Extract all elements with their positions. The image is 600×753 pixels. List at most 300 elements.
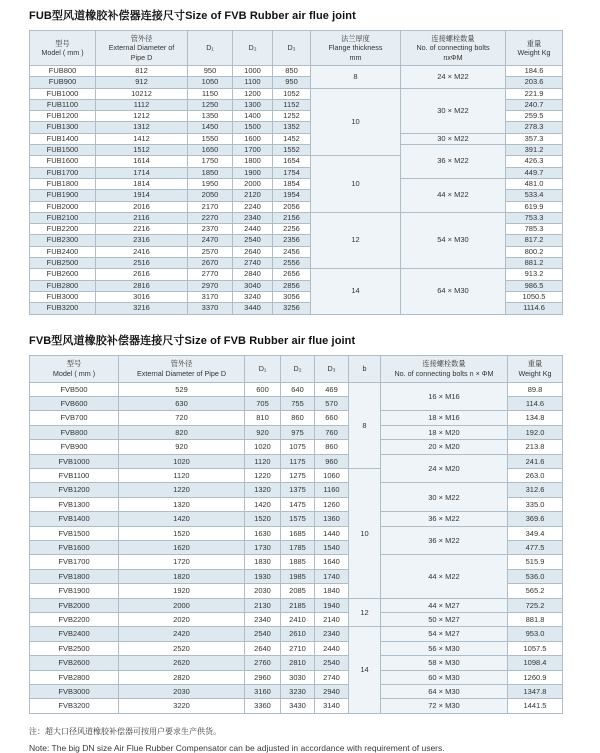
weight-cell: 1114.6	[506, 303, 563, 314]
d1-column-header: D₁	[245, 355, 281, 382]
model-cell: FUB2500	[30, 258, 96, 269]
d2-cell: 860	[281, 411, 315, 425]
weight-cell: 426.3	[506, 156, 563, 167]
model-cell: FUB800	[30, 66, 96, 77]
d2-cell: 3240	[233, 291, 273, 302]
bolts-cell: 20 × M20	[381, 440, 508, 454]
ext-cell: 2216	[96, 224, 188, 235]
d2-cell: 1800	[233, 156, 273, 167]
d2-cell: 2540	[233, 235, 273, 246]
model-cell: FUB1200	[30, 111, 96, 122]
model-cell: FUB1600	[30, 156, 96, 167]
table-row	[30, 685, 563, 699]
ext-cell: 2616	[96, 269, 188, 280]
weight-cell: 213.8	[508, 440, 563, 454]
ext-cell: 1914	[96, 190, 188, 201]
d2-column-header: D₂	[233, 31, 273, 66]
ext-cell: 1820	[119, 569, 245, 583]
d1-cell: 1220	[245, 468, 281, 482]
ext-cell: 1412	[96, 133, 188, 144]
d3-cell: 1060	[315, 468, 349, 482]
fub-table-title: FUB型风道橡胶补偿器连接尺寸Size of FVB Rubber air flue joint	[29, 10, 356, 22]
table-row	[30, 555, 563, 569]
weight-cell: 349.4	[508, 526, 563, 540]
b-cell: 14	[349, 627, 381, 713]
ext-cell: 3216	[96, 303, 188, 314]
d2-cell: 2000	[233, 178, 273, 189]
d2-cell: 3230	[281, 685, 315, 699]
model-cell: FVB1700	[30, 555, 119, 569]
b-cell: 8	[349, 382, 381, 468]
d3-cell: 860	[315, 440, 349, 454]
table-row	[30, 483, 563, 497]
d1-cell: 1930	[245, 569, 281, 583]
weight-cell: 1347.8	[508, 685, 563, 699]
model-cell: FVB1400	[30, 512, 119, 526]
d3-cell: 2440	[315, 641, 349, 655]
d3-cell: 2940	[315, 685, 349, 699]
table-row	[30, 454, 563, 468]
header-row	[30, 355, 563, 382]
weight-cell: 881.8	[508, 613, 563, 627]
d3-cell: 1152	[273, 99, 311, 110]
d2-cell: 3030	[281, 670, 315, 684]
ext-cell: 1520	[119, 526, 245, 540]
weight-cell: 369.6	[508, 512, 563, 526]
d3-cell: 1740	[315, 569, 349, 583]
weight-cell: 240.7	[506, 99, 563, 110]
d1-cell: 2540	[245, 627, 281, 641]
d3-cell: 1052	[273, 88, 311, 99]
ext-cell: 1714	[96, 167, 188, 178]
bolts-cell: 54 × M27	[381, 627, 508, 641]
weight-cell: 1260.9	[508, 670, 563, 684]
model-cell: FUB1700	[30, 167, 96, 178]
bolts-cell: 50 × M27	[381, 613, 508, 627]
d3-cell: 2340	[315, 627, 349, 641]
d3-cell: 760	[315, 425, 349, 439]
d2-cell: 2640	[233, 246, 273, 257]
ext-cell: 920	[119, 440, 245, 454]
flange-thickness-cell: 12	[311, 212, 401, 268]
d1-cell: 2960	[245, 670, 281, 684]
d2-cell: 2410	[281, 613, 315, 627]
model-cell: FUB1800	[30, 178, 96, 189]
weight-cell: 241.6	[508, 454, 563, 468]
weight-cell: 785.3	[506, 224, 563, 235]
d2-cell: 1700	[233, 145, 273, 156]
d3-cell: 960	[315, 454, 349, 468]
d1-cell: 1420	[245, 497, 281, 511]
model-cell: FUB3200	[30, 303, 96, 314]
weight-cell: 259.5	[506, 111, 563, 122]
d2-column-header: D₂	[281, 355, 315, 382]
d3-cell: 1352	[273, 122, 311, 133]
model-cell: FVB1500	[30, 526, 119, 540]
b-cell: 10	[349, 468, 381, 598]
d1-cell: 1020	[245, 440, 281, 454]
d1-cell: 3370	[188, 303, 233, 314]
d1-cell: 1250	[188, 99, 233, 110]
model-cell: FUB900	[30, 77, 96, 88]
d1-cell: 1730	[245, 541, 281, 555]
d3-cell: 1540	[315, 541, 349, 555]
ext-cell: 1814	[96, 178, 188, 189]
bolts-cell: 24 × M22	[401, 66, 506, 89]
b-column-header: b	[349, 355, 381, 382]
model-cell: FUB1400	[30, 133, 96, 144]
model-cell: FVB1200	[30, 483, 119, 497]
d2-cell: 2085	[281, 584, 315, 598]
ext-cell: 1120	[119, 468, 245, 482]
d2-cell: 1785	[281, 541, 315, 555]
d3-cell: 1252	[273, 111, 311, 122]
d1-cell: 1950	[188, 178, 233, 189]
model-cell: FUB2100	[30, 212, 96, 223]
d3-column-header: D₃	[273, 31, 311, 66]
d1-cell: 920	[245, 425, 281, 439]
model-cell: FVB1800	[30, 569, 119, 583]
d1-cell: 2970	[188, 280, 233, 291]
ext-cell: 1420	[119, 512, 245, 526]
d3-cell: 660	[315, 411, 349, 425]
model-cell: FUB2200	[30, 224, 96, 235]
d2-cell: 3430	[281, 699, 315, 713]
model-cell: FUB2600	[30, 269, 96, 280]
bolts-cell: 44 × M27	[381, 598, 508, 612]
d1-cell: 2670	[188, 258, 233, 269]
table-row	[30, 145, 563, 156]
table-row	[30, 88, 563, 99]
d3-cell: 1854	[273, 178, 311, 189]
table-row	[30, 613, 563, 627]
model-cell: FVB1900	[30, 584, 119, 598]
d1-cell: 1450	[188, 122, 233, 133]
d1-cell: 2770	[188, 269, 233, 280]
table-row	[30, 440, 563, 454]
model-cell: FVB700	[30, 411, 119, 425]
weight-cell: 449.7	[506, 167, 563, 178]
weight-cell: 184.6	[506, 66, 563, 77]
d3-cell: 2356	[273, 235, 311, 246]
model-cell: FUB2000	[30, 201, 96, 212]
flange-thickness-cell: 14	[311, 269, 401, 314]
d3-cell: 1840	[315, 584, 349, 598]
d1-cell: 600	[245, 382, 281, 396]
table-row	[30, 699, 563, 713]
d2-cell: 3040	[233, 280, 273, 291]
model-cell: FVB2400	[30, 627, 119, 641]
d3-cell: 3056	[273, 291, 311, 302]
weight-cell: 515.9	[508, 555, 563, 569]
weight-cell: 881.2	[506, 258, 563, 269]
bolts-cell: 44 × M22	[381, 555, 508, 598]
table-row	[30, 382, 563, 396]
d1-cell: 2030	[245, 584, 281, 598]
d2-cell: 1600	[233, 133, 273, 144]
weight-cell: 619.9	[506, 201, 563, 212]
table-row	[30, 627, 563, 641]
header-row	[30, 31, 563, 66]
d2-cell: 2810	[281, 656, 315, 670]
ext-cell: 2016	[96, 201, 188, 212]
table-row	[30, 425, 563, 439]
ext-cell: 2116	[96, 212, 188, 223]
weight-cell: 391.2	[506, 145, 563, 156]
d1-cell: 1150	[188, 88, 233, 99]
ext-cell: 2416	[96, 246, 188, 257]
weight-cell: 114.6	[508, 396, 563, 410]
d1-cell: 2640	[245, 641, 281, 655]
model-cell: FUB1500	[30, 145, 96, 156]
d2-cell: 2840	[233, 269, 273, 280]
ext-cell: 1614	[96, 156, 188, 167]
d2-cell: 2710	[281, 641, 315, 655]
d1-cell: 2470	[188, 235, 233, 246]
ext-cell: 1920	[119, 584, 245, 598]
d3-cell: 3140	[315, 699, 349, 713]
weight-cell: 278.3	[506, 122, 563, 133]
d3-cell: 2856	[273, 280, 311, 291]
ext-cell: 2420	[119, 627, 245, 641]
weight-cell: 357.3	[506, 133, 563, 144]
d3-cell: 950	[273, 77, 311, 88]
d2-cell: 1275	[281, 468, 315, 482]
d1-cell: 810	[245, 411, 281, 425]
d1-cell: 1120	[245, 454, 281, 468]
model-column-header: 型号 Model ( mm )	[30, 31, 96, 66]
model-cell: FVB1000	[30, 454, 119, 468]
ext-column-header: 管外径 External Diameter of Pipe D	[96, 31, 188, 66]
bolts-cell: 16 × M16	[381, 382, 508, 411]
fvb-table-title: FVB型风道橡胶补偿器连接尺寸Size of FVB Rubber air flue joint	[29, 334, 356, 347]
d1-cell: 1850	[188, 167, 233, 178]
fub-size-table	[29, 30, 563, 315]
d2-cell: 1475	[281, 497, 315, 511]
model-cell: FVB1300	[30, 497, 119, 511]
ext-cell: 2030	[119, 685, 245, 699]
d3-cell: 2556	[273, 258, 311, 269]
d1-cell: 2570	[188, 246, 233, 257]
weight-cell: 1057.5	[508, 641, 563, 655]
ext-cell: 1620	[119, 541, 245, 555]
ext-cell: 529	[119, 382, 245, 396]
ext-cell: 2000	[119, 598, 245, 612]
ext-cell: 2520	[119, 641, 245, 655]
bolts-cell: 72 × M30	[381, 699, 508, 713]
weight-cell: 536.0	[508, 569, 563, 583]
d3-cell: 1940	[315, 598, 349, 612]
table-row	[30, 212, 563, 223]
ext-cell: 1220	[119, 483, 245, 497]
weight-cell: 335.0	[508, 497, 563, 511]
d3-cell: 1160	[315, 483, 349, 497]
weight-cell: 533.4	[506, 190, 563, 201]
d1-cell: 3170	[188, 291, 233, 302]
d3-cell: 850	[273, 66, 311, 77]
d2-cell: 2610	[281, 627, 315, 641]
ext-cell: 2816	[96, 280, 188, 291]
d3-cell: 469	[315, 382, 349, 396]
ext-cell: 10212	[96, 88, 188, 99]
weight-cell: 565.2	[508, 584, 563, 598]
d2-cell: 755	[281, 396, 315, 410]
d1-cell: 2760	[245, 656, 281, 670]
weight-column-header: 重量 Weight Kg	[506, 31, 563, 66]
d2-cell: 2240	[233, 201, 273, 212]
ext-cell: 720	[119, 411, 245, 425]
bolts-cell: 64 × M30	[381, 685, 508, 699]
ext-cell: 1720	[119, 555, 245, 569]
ext-cell: 820	[119, 425, 245, 439]
d3-cell: 1440	[315, 526, 349, 540]
d3-cell: 1654	[273, 156, 311, 167]
bolts-cell: 36 × M22	[401, 145, 506, 179]
d1-cell: 705	[245, 396, 281, 410]
weight-cell: 134.8	[508, 411, 563, 425]
d1-cell: 3160	[245, 685, 281, 699]
model-cell: FVB2200	[30, 613, 119, 627]
weight-cell: 312.6	[508, 483, 563, 497]
weight-cell: 953.0	[508, 627, 563, 641]
d1-cell: 1050	[188, 77, 233, 88]
ext-cell: 3220	[119, 699, 245, 713]
d1-cell: 2270	[188, 212, 233, 223]
d3-cell: 2656	[273, 269, 311, 280]
bolts-cell: 30 × M22	[401, 133, 506, 144]
ext-cell: 1512	[96, 145, 188, 156]
d3-cell: 1754	[273, 167, 311, 178]
d2-cell: 975	[281, 425, 315, 439]
weight-cell: 203.6	[506, 77, 563, 88]
model-cell: FUB1100	[30, 99, 96, 110]
d1-cell: 2170	[188, 201, 233, 212]
weight-column-header: 重量 Weight Kg	[508, 355, 563, 382]
fub-table-container	[29, 30, 562, 315]
model-cell: FVB500	[30, 382, 119, 396]
weight-cell: 800.2	[506, 246, 563, 257]
d1-cell: 2050	[188, 190, 233, 201]
model-cell: FVB1600	[30, 541, 119, 555]
weight-cell: 725.2	[508, 598, 563, 612]
ext-cell: 1312	[96, 122, 188, 133]
bolts-column-header: 连接螺栓数量 No. of connecting bolts nxΦM	[401, 31, 506, 66]
table-row	[30, 178, 563, 189]
weight-cell: 986.5	[506, 280, 563, 291]
weight-cell: 481.0	[506, 178, 563, 189]
table-row	[30, 656, 563, 670]
ext-cell: 2516	[96, 258, 188, 269]
model-cell: FVB2000	[30, 598, 119, 612]
weight-cell: 913.2	[506, 269, 563, 280]
d2-cell: 1685	[281, 526, 315, 540]
weight-cell: 263.0	[508, 468, 563, 482]
model-cell: FVB2800	[30, 670, 119, 684]
d1-cell: 1630	[245, 526, 281, 540]
table-row	[30, 133, 563, 144]
d2-cell: 1400	[233, 111, 273, 122]
d1-cell: 1350	[188, 111, 233, 122]
model-cell: FVB2600	[30, 656, 119, 670]
table-row	[30, 411, 563, 425]
note-chinese: 注：超大口径风道橡胶补偿器可按用户要求生产供货。	[29, 726, 221, 736]
d1-cell: 2130	[245, 598, 281, 612]
weight-cell: 477.5	[508, 541, 563, 555]
weight-cell: 817.2	[506, 235, 563, 246]
d2-cell: 2340	[233, 212, 273, 223]
d1-cell: 950	[188, 66, 233, 77]
bolts-cell: 30 × M22	[401, 88, 506, 133]
d1-column-header: D₁	[188, 31, 233, 66]
b-cell: 12	[349, 598, 381, 627]
model-cell: FVB800	[30, 425, 119, 439]
model-cell: FUB3000	[30, 291, 96, 302]
weight-cell: 192.0	[508, 425, 563, 439]
note-english: Note: The big DN size Air Flue Rubber Compensator can be adjusted in accordance with requirement of users.	[29, 742, 445, 753]
d1-cell: 1550	[188, 133, 233, 144]
model-cell: FVB600	[30, 396, 119, 410]
d3-cell: 2540	[315, 656, 349, 670]
bolts-cell: 18 × M16	[381, 411, 508, 425]
d3-cell: 2740	[315, 670, 349, 684]
d3-cell: 2140	[315, 613, 349, 627]
d1-cell: 1320	[245, 483, 281, 497]
d2-cell: 640	[281, 382, 315, 396]
ext-cell: 1320	[119, 497, 245, 511]
ext-cell: 2820	[119, 670, 245, 684]
table-row	[30, 526, 563, 540]
fvb-size-table	[29, 355, 563, 714]
d2-cell: 1985	[281, 569, 315, 583]
weight-cell: 1050.5	[506, 291, 563, 302]
d2-cell: 1300	[233, 99, 273, 110]
d2-cell: 2120	[233, 190, 273, 201]
model-cell: FUB1900	[30, 190, 96, 201]
table-row	[30, 512, 563, 526]
d3-cell: 3256	[273, 303, 311, 314]
weight-cell: 1098.4	[508, 656, 563, 670]
d2-cell: 1375	[281, 483, 315, 497]
d2-cell: 1900	[233, 167, 273, 178]
ext-cell: 812	[96, 66, 188, 77]
table-row	[30, 66, 563, 77]
d3-cell: 1954	[273, 190, 311, 201]
flange-column-header: 法兰厚度 Flange thickness mm	[311, 31, 401, 66]
d1-cell: 3360	[245, 699, 281, 713]
bolts-cell: 60 × M30	[381, 670, 508, 684]
d3-cell: 1260	[315, 497, 349, 511]
flange-thickness-cell: 8	[311, 66, 401, 89]
d2-cell: 2440	[233, 224, 273, 235]
table-row	[30, 670, 563, 684]
model-cell: FVB900	[30, 440, 119, 454]
footer-notes	[29, 726, 562, 753]
d1-cell: 1520	[245, 512, 281, 526]
ext-cell: 3016	[96, 291, 188, 302]
bolts-cell: 30 × M22	[381, 483, 508, 512]
flange-thickness-cell: 10	[311, 156, 401, 212]
weight-cell: 753.3	[506, 212, 563, 223]
bolts-cell: 44 × M22	[401, 178, 506, 212]
ext-cell: 1212	[96, 111, 188, 122]
d2-cell: 2185	[281, 598, 315, 612]
table-row	[30, 598, 563, 612]
table-row	[30, 269, 563, 280]
ext-cell: 2620	[119, 656, 245, 670]
d2-cell: 1075	[281, 440, 315, 454]
bolts-cell: 36 × M22	[381, 512, 508, 526]
d3-cell: 1552	[273, 145, 311, 156]
